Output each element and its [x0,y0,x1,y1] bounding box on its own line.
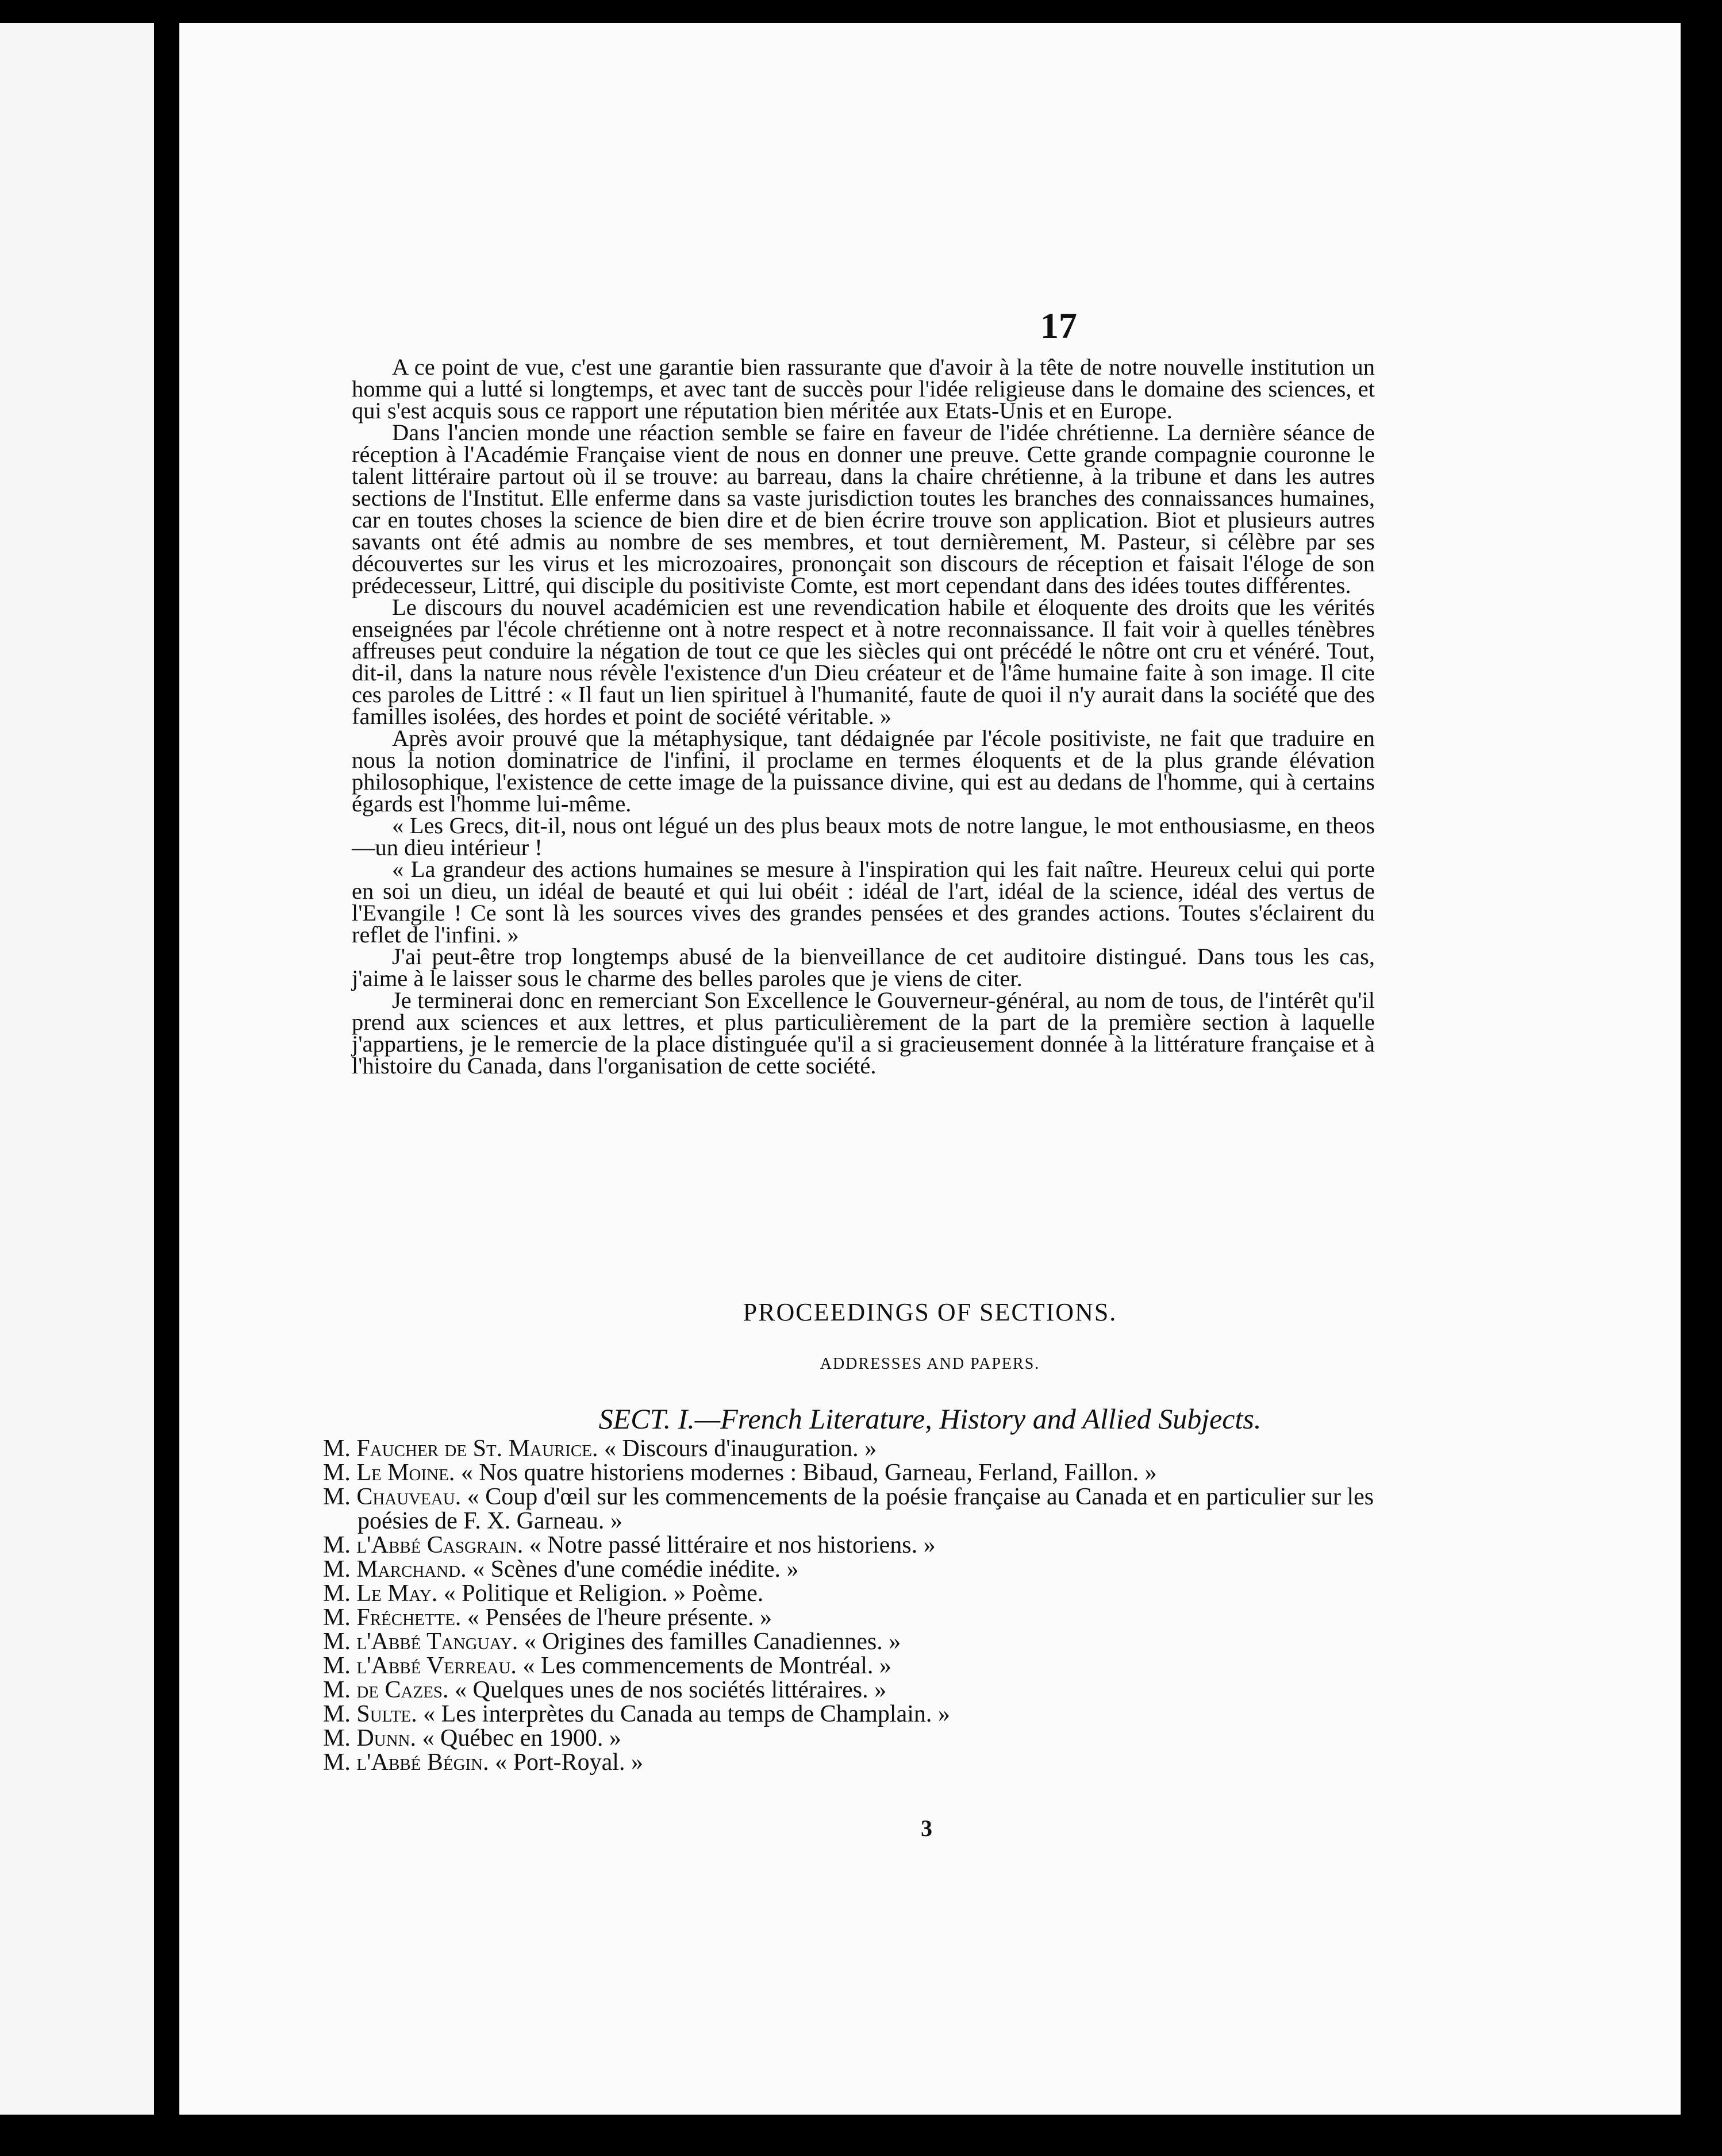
proceedings-heading: PROCEEDINGS OF SECTIONS. [743,1298,1117,1326]
paper-title: « Politique et Religion. » Poème. [443,1580,764,1607]
addresses-subheading: ADDRESSES AND PAPERS. [820,1355,1040,1373]
paper-title: « Pensées de l'heure présente. » [467,1604,772,1631]
facing-page-edge [0,23,154,2115]
paper-author: M. l'Abbé Bégin. [323,1749,489,1776]
list-item [323,1750,1444,1774]
list-item [323,1702,1444,1726]
paper-title: « Scènes d'une comédie inédite. » [472,1556,799,1583]
paragraph: Après avoir prouvé que la métaphysique, tant dédaignée par l'école positiviste, ne fait que traduire en nous la notion dominatrice de l'infini, il proclame en termes éloquents et de la plus grande élévation philosophique, l'existence de cette image de la puissance divine, qui est au dedans de l'homme, qui à certains égards est l'homme lui-même. [352,725,1375,817]
list-item [323,1726,1444,1750]
page-number: 17 [1040,305,1077,346]
list-item [323,1557,1444,1581]
paragraph: « La grandeur des actions humaines se mesure à l'inspiration qui les fait naître. Heureux celui qui porte en soi un dieu, un idéal de beauté et qui lui obéit : idéal de l'art, idéal de la science, idéal des vertus de l'Evangile ! Ce sont là les sources vives des grandes pensées et des grandes actions. Toutes s'éclairent du reflet de l'infini. » [352,856,1375,948]
paper-title: « Quelques unes de nos sociétés littéraires. » [455,1677,887,1703]
paper-title: « Les commencements de Montréal. » [522,1653,891,1679]
paper-author: M. Faucher de St. Maurice. [323,1435,598,1462]
list-item [323,1606,1444,1630]
body-text [352,356,1375,1077]
paragraph: Je terminerai donc en remerciant Son Excellence le Gouverneur-général, au nom de tous, de l'intérêt qu'il prend aux sciences et aux lettres, et plus particulièrement de la part de la première section à laquelle j'appartiens, je le remercie de la place distinguée qu'il a si gracieusement donnée à la littérature française et à l'histoire du Canada, dans l'organisation de cette société. [352,987,1375,1079]
list-item [323,1581,1444,1606]
paper-title: « Québec en 1900. » [422,1725,621,1751]
paper-author: M. Chauveau. [323,1484,462,1510]
paper-author: M. Le Moine. [323,1460,455,1486]
paper-author: M. Dunn. [323,1725,417,1751]
paper-title: « Discours d'inauguration. » [604,1435,877,1462]
paper-author: M. Marchand. [323,1556,467,1583]
section-heading: SECT. I.—French Literature, History and Allied Subjects. [598,1403,1262,1435]
list-item [323,1678,1444,1702]
paper-title: « Nos quatre historiens modernes : Bibaud, Garneau, Ferland, Faillon. » [460,1460,1157,1486]
paragraph: Dans l'ancien monde une réaction semble se faire en faveur de l'idée chrétienne. La dernière séance de réception à l'Académie Française vient de nous en donner une preuve. Cette grande compagnie couronne le talent littéraire partout où il se trouve: au barreau, dans la chaire chrétienne, à la tribune et dans les autres sections de l'Institut. Elle enferme dans sa vaste jurisdiction toutes les branches des connaissances humaines, car en toutes choses la science de bien dire et de bien écrire trouve son application. Biot et plusieurs autres savants ont été admis au nombre de ses membres, et tout dernièrement, M. Pasteur, si célèbre par ses découvertes sur les virus et les microzoaires, prononçait son discours de réception et faisait l'éloge de son prédecesseur, Littré, qui disciple du positiviste Comte, est mort cependant dans des idées toutes différentes. [352,419,1375,598]
list-item [323,1461,1444,1485]
paper-author: M. Sulte. [323,1701,417,1727]
paper-author: M. Le May. [323,1580,438,1607]
paper-title: « Les interprètes du Canada au temps de Champlain. » [423,1701,950,1727]
paragraph: A ce point de vue, c'est une garantie bien rassurante que d'avoir à la tête de notre nouvelle institution un homme qui a lutté si longtemps, et avec tant de succès pour l'idée religieuse dans le domaine des sciences, et qui s'est acquis sous ce rapport une réputation bien méritée aux Etats-Unis et en Europe. [352,354,1375,424]
paragraph: Le discours du nouvel académicien est une revendication habile et éloquente des droits que les vérités enseignées par l'école chrétienne ont à notre respect et à notre reconnaissance. Il fait voir à quelles ténèbres affreuses peut conduire la négation de tout ce que les siècles qui ont précédé le nôtre ont cru et vénéré. Tout, dit-il, dans la nature nous révèle l'existence d'un Dieu créateur et de l'âme humaine faite à son image. Il cite ces paroles de Littré : « Il faut un lien spirituel à l'humanité, faute de quoi il n'y aurait dans la société que des familles isolées, des hordes et point de société véritable. » [352,594,1375,729]
paper-title: « Origines des familles Canadiennes. » [524,1628,901,1655]
list-item [323,1437,1444,1461]
paragraph: J'ai peut-être trop longtemps abusé de la bienveillance de cet auditoire distingué. Dans tous les cas, j'aime à le laisser sous le charme des belles paroles que je viens de citer. [352,944,1375,991]
paper-author: M. de Cazes. [323,1677,449,1703]
list-item [323,1485,1444,1533]
list-item [323,1533,1444,1557]
signature-mark: 3 [921,1815,932,1841]
paper-author: M. l'Abbé Verreau. [323,1653,517,1679]
paper-author: M. l'Abbé Tanguay. [323,1628,518,1655]
paper-author: M. Fréchette. [323,1604,462,1631]
document-page [179,23,1681,2115]
papers-list [323,1437,1444,1774]
list-item [323,1654,1444,1678]
paper-title: « Coup d'œil sur les commencements de la poésie française au Canada et en particulier sur les poésies de F. X. Garneau. » [358,1484,1374,1534]
list-item [323,1630,1444,1654]
paper-author: M. l'Abbé Casgrain. [323,1532,524,1558]
paper-title: « Notre passé littéraire et nos historiens. » [529,1532,936,1558]
paragraph: « Les Grecs, dit-il, nous ont légué un des plus beaux mots de notre langue, le mot enthousiasme, en theos—un dieu intérieur ! [352,813,1375,860]
paper-title: « Port-Royal. » [495,1749,643,1776]
